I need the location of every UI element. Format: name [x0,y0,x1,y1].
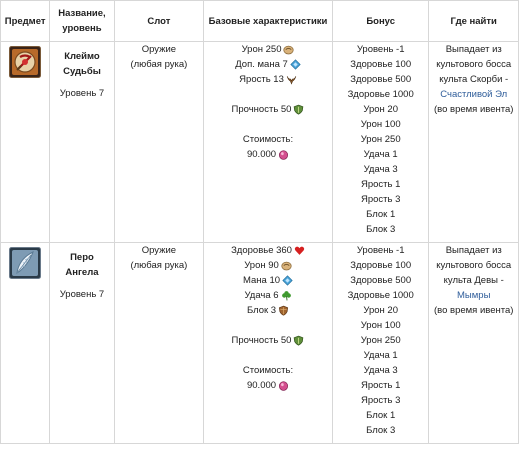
mana-icon [290,59,301,70]
base-stat-damage: Урон 90 [206,258,330,273]
bonus-item: Урон 20 [363,305,398,316]
angel-feather-icon[interactable] [9,247,41,279]
bonus-item: Здоровье 500 [350,275,412,286]
slot-cell [114,42,204,243]
bonus-item: Удача 1 [363,350,398,361]
base-stat-block: Блок 3 [206,303,330,318]
bonus-item: Здоровье 1000 [347,89,414,100]
bonus-item: Урон 100 [360,320,401,331]
clover-icon [281,290,292,301]
bonus-item: Здоровье 1000 [347,290,414,301]
cost-value: 90.000 [206,378,330,393]
header-item: Предмет [1,1,50,42]
brand-of-fate-icon[interactable] [9,46,41,78]
slot-cell [114,243,204,444]
bonus-item: Ярость 1 [360,179,401,190]
durability-icon [293,104,304,115]
damage-icon [281,260,292,271]
bonus-item: Блок 1 [366,410,396,421]
where-found-text: Выпадает из культового босса культа Скорби - [436,44,512,85]
base-stats-cell [204,243,333,444]
base-stat-mana: Мана 10 [206,273,330,288]
bonus-item: Здоровье 100 [350,59,412,70]
bonus-item: Ярость 1 [360,380,401,391]
bonus-item: Ярость 3 [360,194,401,205]
damage-icon [283,44,294,55]
name-level-cell [50,42,114,243]
item-level: Уровень 7 [59,88,105,99]
bonus-item: Урон 20 [363,104,398,115]
table-row [1,42,519,243]
shield-icon [278,305,289,316]
crystal-gem-icon [278,149,289,160]
slot-type: Оружие [141,245,177,256]
bonus-item: Здоровье 500 [350,74,412,85]
mana-icon [282,275,293,286]
bonus-item: Урон 250 [360,134,401,145]
boss-link[interactable]: Счастливой Эл [440,89,508,100]
where-found-cell [429,42,519,243]
bonus-item: Ярость 3 [360,395,401,406]
slot-type: Оружие [141,44,177,55]
bonus-item: Удача 1 [363,149,398,160]
event-note: (во время ивента) [434,305,514,316]
item-cell [1,42,50,243]
base-stat-durability: Прочность 50 [206,333,330,348]
header-slot: Слот [114,1,204,42]
header-where-found: Где найти [429,1,519,42]
base-stat-extra-mana: Доп. мана 7 [206,57,330,72]
header-name-level: Название, уровень [50,1,114,42]
cost-value: 90.000 [206,147,330,162]
durability-icon [293,335,304,346]
table-header-row [1,1,519,42]
bonus-item: Удача 3 [363,164,398,175]
base-stat-luck: Удача 6 [206,288,330,303]
name-level-cell [50,243,114,444]
item-name: Перо Ангела [65,252,99,278]
base-stat-damage: Урон 250 [206,42,330,57]
bonus-item: Уровень -1 [356,44,405,55]
slot-hand: (любая рука) [130,59,188,70]
cost-label: Стоимость: [242,134,294,145]
item-cell [1,243,50,444]
bonus-item: Уровень -1 [356,245,405,256]
event-note: (во время ивента) [434,104,514,115]
bonus-item: Блок 1 [366,209,396,220]
bonus-item: Блок 3 [366,425,396,436]
boss-link[interactable]: Мымры [457,290,491,301]
base-stat-health: Здоровье 360 [206,243,330,258]
bonus-cell [332,243,429,444]
bonus-item: Урон 250 [360,335,401,346]
base-stat-rage: Ярость 13 [206,72,330,87]
header-base-stats: Базовые характеристики [204,1,333,42]
heart-icon [294,245,305,256]
base-stats-cell [204,42,333,243]
item-level: Уровень 7 [59,289,105,300]
crystal-gem-icon [278,380,289,391]
bonus-cell [332,42,429,243]
base-stat-durability: Прочность 50 [206,102,330,117]
header-bonus: Бонус [332,1,429,42]
cost-label: Стоимость: [242,365,294,376]
table-row [1,243,519,444]
rage-icon [286,74,297,85]
where-found-cell [429,243,519,444]
bonus-item: Удача 3 [363,365,398,376]
bonus-item: Здоровье 100 [350,260,412,271]
bonus-item: Блок 3 [366,224,396,235]
where-found-text: Выпадает из культового босса культа Девы - [436,245,512,286]
item-name: Клеймо Судьбы [63,51,101,77]
bonus-item: Урон 100 [360,119,401,130]
slot-hand: (любая рука) [130,260,188,271]
